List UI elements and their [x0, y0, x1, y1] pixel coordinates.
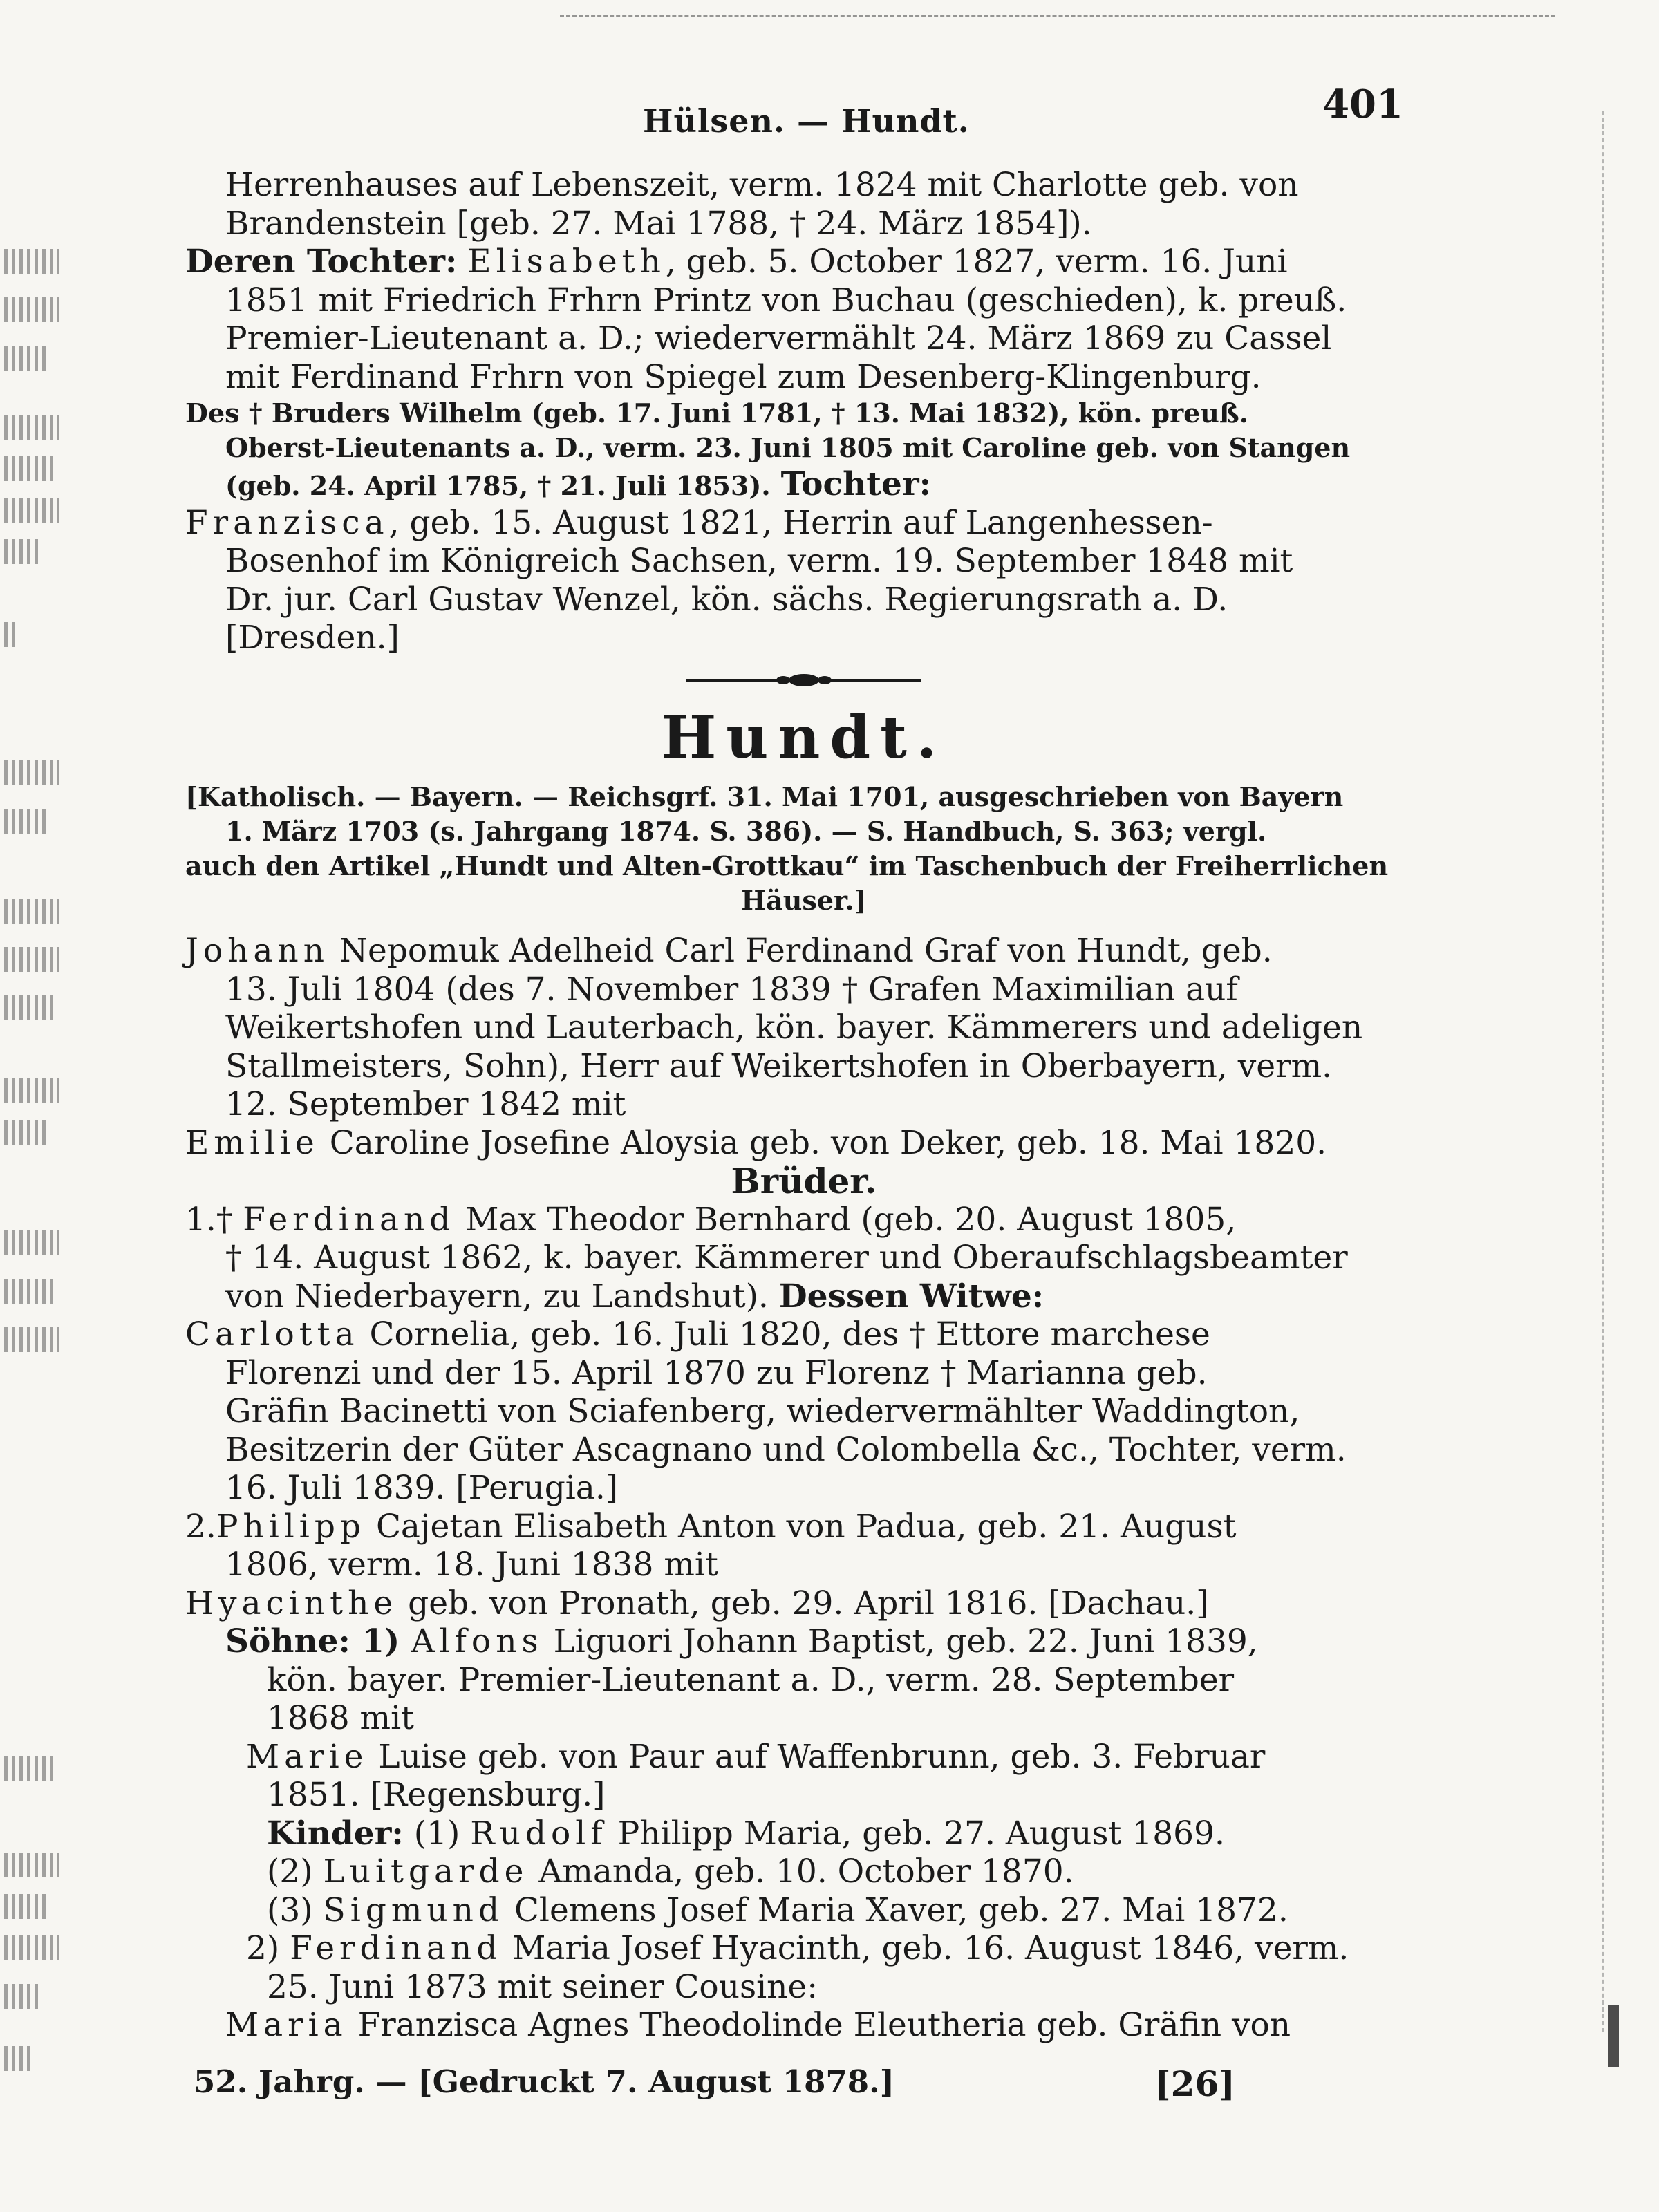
page-number: 401 [1322, 82, 1403, 127]
text-line: 1806, verm. 18. Juni 1838 mit [225, 1546, 718, 1584]
name-alfons: Alfons [411, 1622, 543, 1660]
text-fragment: (1) [403, 1814, 471, 1853]
text-line: Weikertshofen und Lauterbach, kön. bayer. Kämmerers und adeligen [225, 1009, 1363, 1047]
text-fragment: Cajetan Elisabeth Anton von Padua, geb. 21. August [366, 1507, 1237, 1546]
text-fragment: (3) [267, 1891, 324, 1929]
text-fragment: Clemens Josef Maria Xaver, geb. 27. Mai 1872. [504, 1891, 1288, 1929]
text-fragment: Max Theodor Bernhard (geb. 20. August 1805, [455, 1200, 1237, 1239]
text-line: 1868 mit [267, 1699, 415, 1737]
text-fragment: (geb. 24. April 1785, † 21. Juli 1853). [225, 470, 771, 501]
text-fragment: von Niederbayern, zu Landshut). [225, 1277, 769, 1315]
scan-artifact-top [560, 15, 1555, 17]
text-fragment: Caroline Josefine Aloysia geb. von Deker, geb. 18. Mai 1820. [319, 1123, 1327, 1162]
text-line [185, 1622, 1423, 1661]
text-fragment: Liguori Johann Baptist, geb. 22. Juni 1839, [543, 1622, 1258, 1660]
text-line: Häuser.] [741, 885, 867, 916]
name-sigmund: Sigmund [323, 1891, 505, 1929]
name-philipp: Philipp [216, 1507, 366, 1546]
text-line [185, 2006, 1423, 2045]
text-line: [Dresden.] [225, 619, 400, 657]
text-line: 13. Juli 1804 (des 7. November 1839 † Grafen Maximilian auf [225, 970, 1238, 1009]
text-line [185, 1738, 1423, 1777]
footer-signature-mark: [26] [1154, 2063, 1235, 2104]
label-tochter: Tochter: [780, 465, 932, 503]
text-line [185, 1315, 1423, 1354]
text-line: mit Ferdinand Frhrn von Spiegel zum Desenberg-Klingenburg. [225, 357, 1262, 396]
text-line: Stallmeisters, Sohn), Herr auf Weikertshofen in Oberbayern, verm. [225, 1047, 1333, 1085]
text-line: 1. März 1703 (s. Jahrgang 1874. S. 386). — S. Handbuch, S. 363; vergl. [225, 816, 1267, 847]
footer-print-note: 52. Jahrg. — [Gedruckt 7. August 1878.] [194, 2063, 895, 2100]
name-johann: Johann [185, 932, 329, 970]
text-line: Herrenhauses auf Lebenszeit, verm. 1824 mit Charlotte geb. von [225, 166, 1299, 204]
text-line: 12. September 1842 mit [225, 1085, 626, 1123]
section-divider-ornament [686, 670, 921, 691]
name-emilie: Emilie [185, 1123, 319, 1162]
name-maria: Maria [225, 2006, 348, 2044]
page-header [200, 82, 1403, 144]
name-ferdinand-2: Ferdinand [290, 1929, 503, 1967]
text-line: 1851. [Regensburg.] [267, 1776, 606, 1814]
text-fragment: Amanda, geb. 10. October 1870. [528, 1853, 1074, 1891]
text-fragment: geb. von Pronath, geb. 29. April 1816. [Dachau.] [397, 1584, 1209, 1622]
text-fragment: Cornelia, geb. 16. Juli 1820, des † Ettore marchese [359, 1315, 1210, 1353]
text-line [185, 1201, 1423, 1239]
text-line: † 14. August 1862, k. bayer. Kämmerer und Oberaufschlagsbeamter [225, 1239, 1348, 1277]
label-dessen-witwe: Dessen Witwe: [778, 1277, 1044, 1315]
text-line: Gräfin Bacinetti von Sciafenberg, wiedervermählter Waddington, [225, 1392, 1300, 1430]
text-line [185, 1853, 1423, 1891]
label-kinder: Kinder: [267, 1814, 404, 1853]
scan-artifact-mark [1608, 2005, 1619, 2067]
text-line: Besitzerin der Güter Ascagnano und Colombella &c., Tochter, verm. [225, 1430, 1347, 1469]
text-fragment: Luise geb. von Paur auf Waffenbrunn, geb. 3. Februar [368, 1737, 1266, 1776]
adjacent-page-bleed [0, 0, 69, 2212]
text-line: Oberst-Lieutenants a. D., verm. 23. Juni 1805 mit Caroline geb. von Stangen [225, 432, 1351, 463]
text-line [185, 1124, 1423, 1163]
text-fragment: , geb. 15. August 1821, Herrin auf Langenhessen- [388, 503, 1213, 542]
text-line: 1851 mit Friedrich Frhrn Printz von Buchau (geschieden), k. preuß. [225, 281, 1347, 319]
text-line [185, 1508, 1423, 1546]
subheading-brueder: Brüder. [731, 1161, 877, 1201]
text-fragment: (2) [267, 1853, 324, 1891]
text-fragment: 2. [185, 1507, 216, 1546]
text-line: Bosenhof im Königreich Sachsen, verm. 19. September 1848 mit [225, 542, 1293, 580]
text-line: auch den Artikel „Hundt und Alten-Grottkau“ im Taschenbuch der Freiherrlichen [185, 850, 1389, 881]
text-line [185, 1815, 1423, 1853]
name-luitgarde: Luitgarde [323, 1853, 529, 1891]
body-text [185, 166, 1423, 2045]
text-line: 25. Juni 1873 mit seiner Cousine: [267, 1967, 818, 2006]
running-head: Hülsen. — Hundt. [643, 102, 970, 140]
section-title: Hundt. [661, 702, 947, 771]
text-fragment: Maria Josef Hyacinth, geb. 16. August 1846, verm. [502, 1929, 1349, 1967]
label-deren-tochter: Deren Tochter: [185, 243, 458, 281]
name-marie: Marie [246, 1737, 368, 1776]
text-line [185, 1891, 1423, 1930]
text-fragment: Nepomuk Adelheid Carl Ferdinand Graf von Hundt, geb. [328, 932, 1273, 970]
text-line: Des † Bruders Wilhelm (geb. 17. Juni 1781, † 13. Mai 1832), kön. preuß. [185, 397, 1249, 429]
name-hyacinthe: Hyacinthe [185, 1584, 398, 1622]
text-line [185, 465, 1423, 504]
text-line: kön. bayer. Premier-Lieutenant a. D., verm. 28. September [267, 1660, 1235, 1699]
text-line: Premier-Lieutenant a. D.; wiedervermählt 24. März 1869 zu Cassel [225, 319, 1332, 357]
label-soehne: Söhne: 1) [225, 1622, 411, 1660]
page-footer [194, 2063, 1235, 2112]
name-rudolf: Rudolf [470, 1814, 608, 1853]
name-elisabeth: Elisabeth [467, 243, 666, 281]
text-fragment: 1.† [185, 1200, 243, 1239]
text-line [185, 932, 1423, 971]
text-line: Brandenstein [geb. 27. Mai 1788, † 24. März 1854]). [225, 204, 1092, 243]
text-line [185, 243, 1423, 281]
text-fragment: , geb. 5. October 1827, verm. 16. Juni [665, 243, 1288, 281]
text-line [185, 1929, 1423, 1968]
text-line: Dr. jur. Carl Gustav Wenzel, kön. sächs. Regierungsrath a. D. [225, 580, 1228, 619]
text-line [185, 1277, 1423, 1316]
text-line: 16. Juli 1839. [Perugia.] [225, 1469, 619, 1507]
text-line [185, 1584, 1423, 1623]
name-carlotta: Carlotta [185, 1315, 359, 1353]
text-line [185, 504, 1423, 543]
text-fragment: 2) [246, 1929, 290, 1967]
text-line: [Katholisch. — Bayern. — Reichsgrf. 31. Mai 1701, ausgeschrieben von Bayern [185, 781, 1344, 812]
name-franzisca: Franzisca [185, 503, 389, 542]
text-fragment: Philipp Maria, geb. 27. August 1869. [607, 1814, 1225, 1853]
name-ferdinand: Ferdinand [243, 1200, 456, 1239]
scan-artifact-right [1602, 111, 1604, 2032]
text-line: Florenzi und der 15. April 1870 zu Florenz † Marianna geb. [225, 1353, 1208, 1392]
text-fragment: Franzisca Agnes Theodolinde Eleutheria geb. Gräfin von [347, 2006, 1291, 2044]
